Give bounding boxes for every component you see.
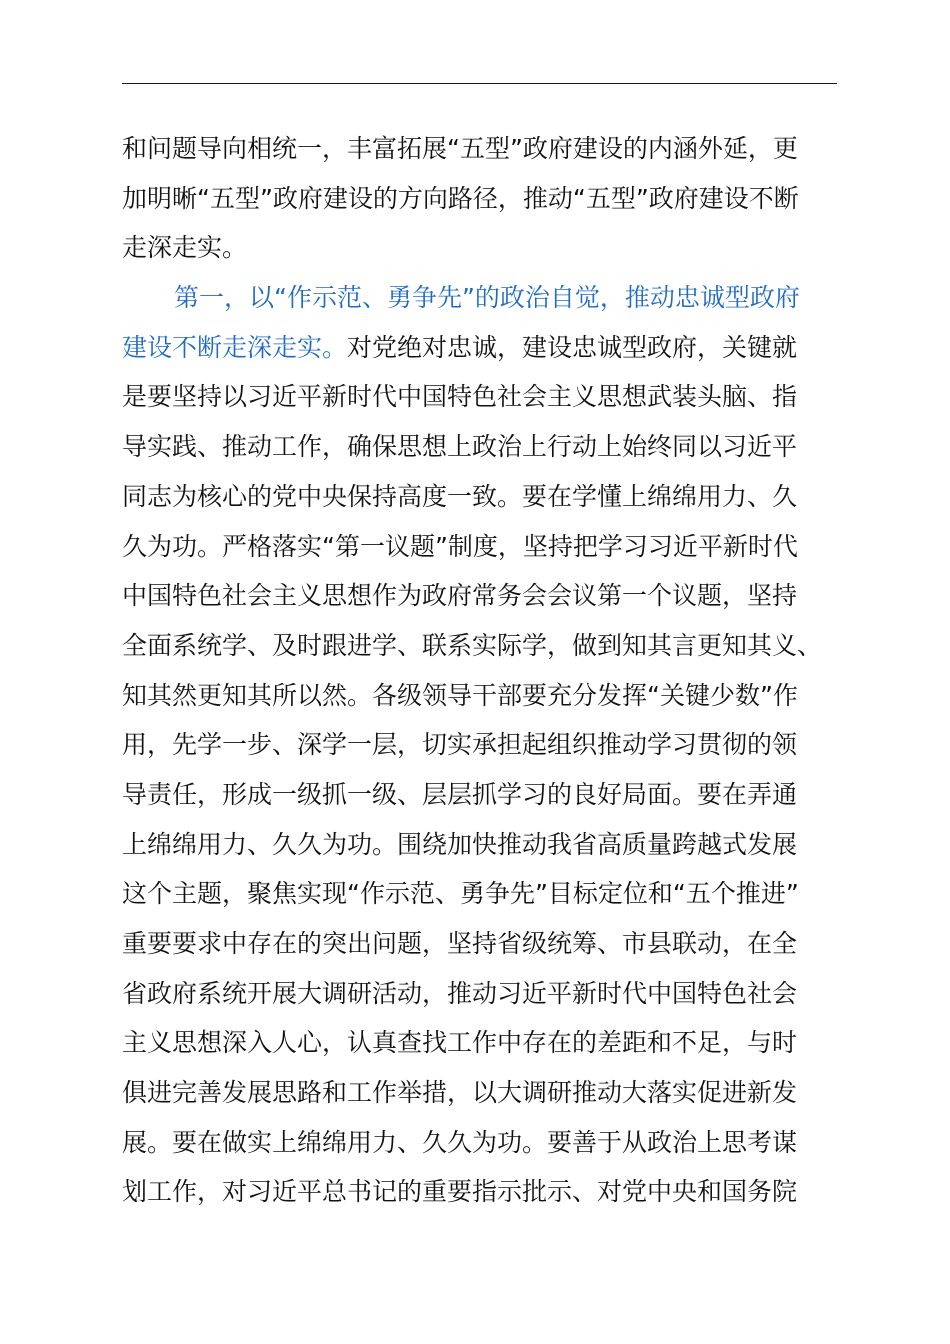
- heading-line: [122, 273, 842, 323]
- text-line: 划工作，对习近平总书记的重要指示批示、对党中央和国务院: [122, 1177, 798, 1207]
- text-line: 全面系统学、及时跟进学、联系实际学，做到知其言更知其义、: [122, 630, 823, 660]
- header-rule: [122, 83, 837, 84]
- text-line: 省政府系统开展大调研活动，推动习近平新时代中国特色社会: [122, 978, 798, 1008]
- text-line: 展。要在做实上绵绵用力、久久为功。要善于从政治上思考谋: [122, 1127, 798, 1157]
- text-line: 俱进完善发展思路和工作举措，以大调研推动大落实促进新发: [122, 1078, 798, 1108]
- text-line: 知其然更知其所以然。各级领导干部要充分发挥“关键少数”作: [122, 680, 798, 710]
- text-line: 久为功。严格落实“第一议题”制度，坚持把学习习近平新时代: [122, 531, 798, 561]
- text-line: 用，先学一步、深学一层，切实承担起组织推动学习贯彻的领: [122, 730, 798, 760]
- section-heading-end: 建设不断走深走实。: [122, 332, 348, 362]
- text-line: 导责任，形成一级抓一级、层层抓学习的良好局面。要在弄通: [122, 779, 798, 809]
- heading-followup-text: 对党绝对忠诚，建设忠诚型政府，关键就: [347, 332, 798, 362]
- text-line: 主义思想深入人心，认真查找工作中存在的差距和不足，与时: [122, 1028, 798, 1058]
- text-line: 上绵绵用力、久久为功。围绕加快推动我省高质量跨越式发展: [122, 829, 798, 859]
- text-line: [122, 323, 842, 373]
- text-line: 和问题导向相统一，丰富拓展“五型”政府建设的内涵外延，更: [122, 134, 798, 163]
- text-line: 导实践、推动工作，确保思想上政治上行动上始终同以习近平: [122, 432, 798, 462]
- text-line: 这个主题，聚焦实现“作示范、勇争先”目标定位和“五个推进”: [122, 879, 799, 909]
- text-line: 走深走实。: [122, 233, 248, 263]
- document-body: [122, 124, 842, 1217]
- text-line: 加明晰“五型”政府建设的方向路径，推动“五型”政府建设不断: [122, 183, 799, 213]
- text-line: 中国特色社会主义思想作为政府常务会会议第一个议题，坚持: [122, 581, 798, 611]
- section-heading: 第一，以“作示范、勇争先”的政治自觉，推动忠诚型政府: [174, 283, 800, 313]
- text-line: 重要要求中存在的突出问题，坚持省级统筹、市县联动，在全: [122, 929, 798, 958]
- text-line: 是要坚持以习近平新时代中国特色社会主义思想武装头脑、指: [122, 382, 798, 412]
- text-line: 同志为核心的党中央保持高度一致。要在学懂上绵绵用力、久: [122, 481, 798, 511]
